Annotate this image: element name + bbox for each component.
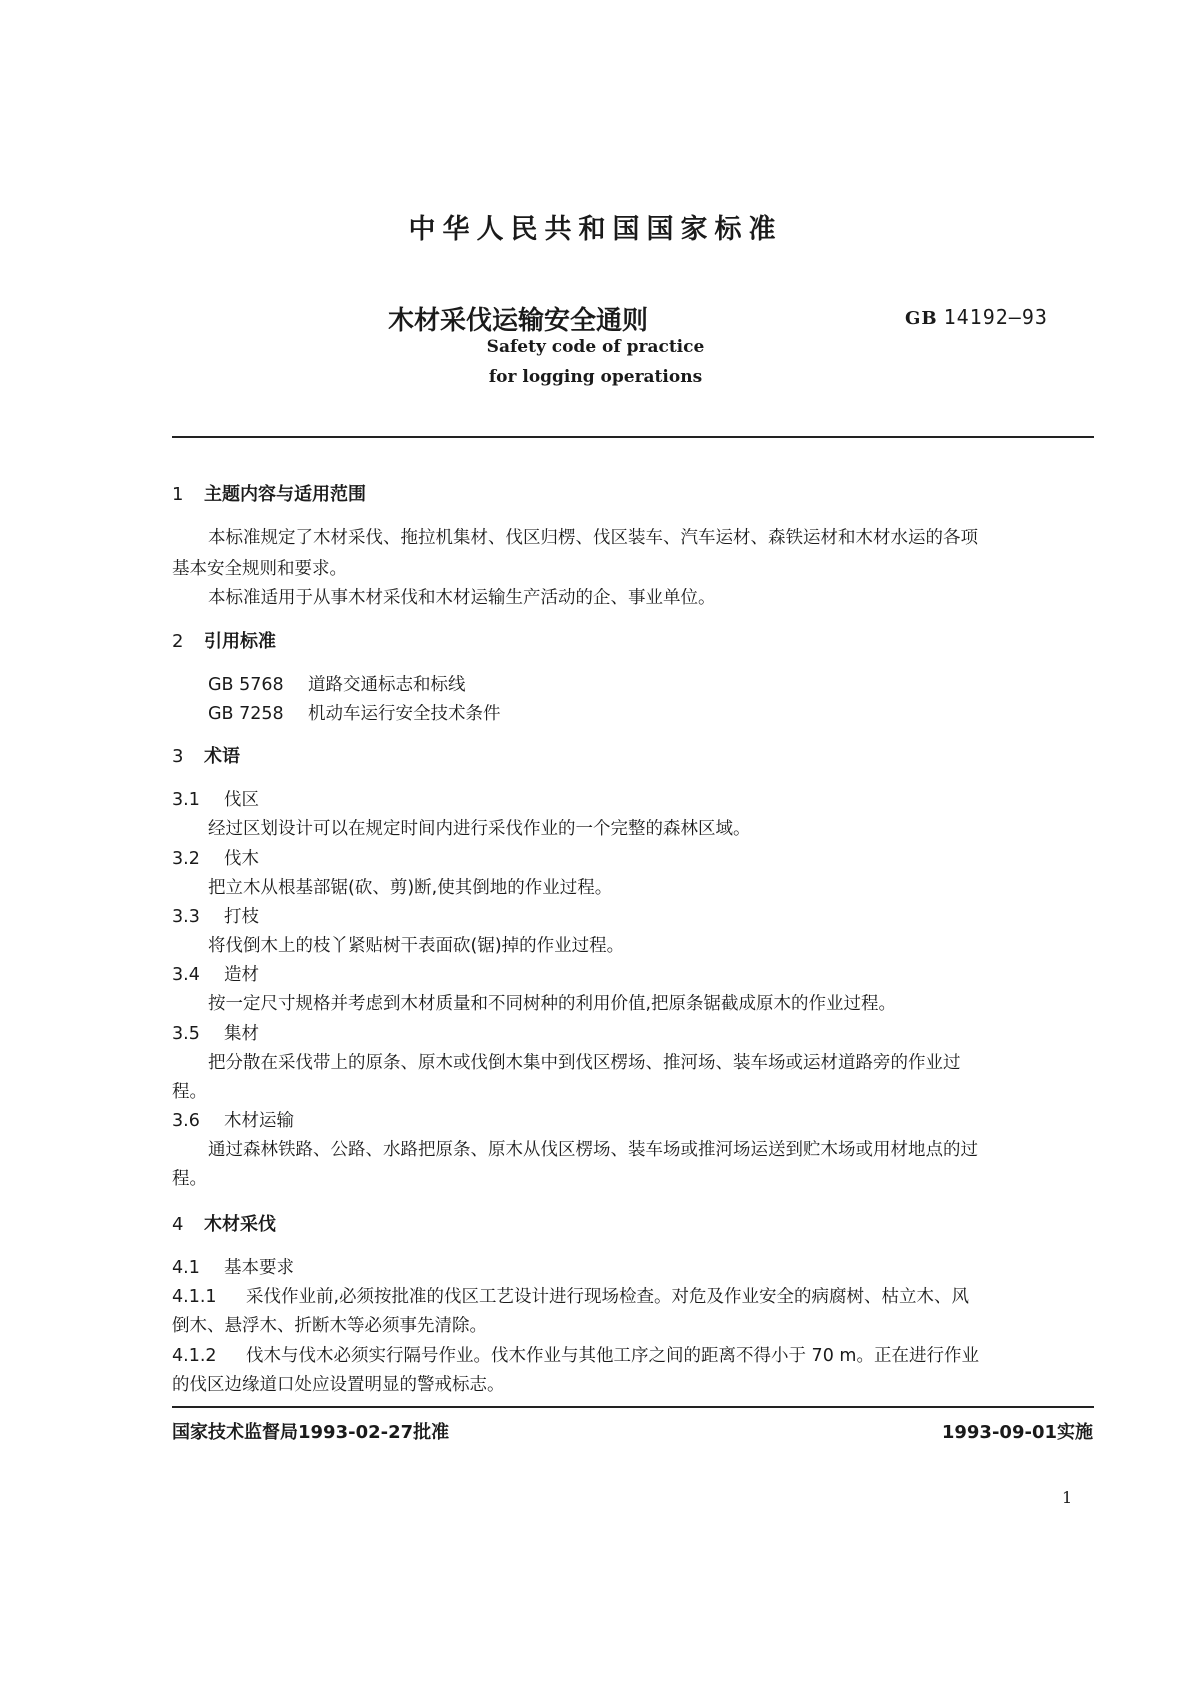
reference-item: GB 5768 道路交通标志和标线 bbox=[208, 675, 466, 695]
section-1-paragraph-1-line-1: 本标准规定了木材采伐、拖拉机集材、伐区归楞、伐区装车、汽车运材、森铁运材和木材水运的各项 bbox=[208, 528, 978, 548]
term-3-2-heading: 3.2 伐木 bbox=[172, 849, 259, 869]
standard-number bbox=[905, 305, 1048, 329]
term-3-3-heading: 3.3 打枝 bbox=[172, 907, 259, 927]
english-title-line-2: for logging operations bbox=[488, 367, 703, 387]
footer-rule bbox=[172, 1406, 1094, 1408]
page-number: 1 bbox=[1062, 1488, 1073, 1507]
section-2-heading: 2 引用标准 bbox=[172, 631, 276, 652]
subsection-4-1-heading: 4.1 基本要求 bbox=[172, 1258, 294, 1278]
clause-4-1-2-line-1: 4.1.2 伐木与伐木必须实行隔号作业。伐木作业与其他工序之间的距离不得小于 70 m。正在进行作业 bbox=[172, 1346, 979, 1366]
term-3-3-definition: 将伐倒木上的枝丫紧贴树干表面砍(锯)掉的作业过程。 bbox=[208, 936, 625, 956]
term-3-5-definition-line-1: 把分散在采伐带上的原条、原木或伐倒木集中到伐区楞场、推河场、装车场或运材道路旁的作业过 bbox=[208, 1053, 961, 1073]
national-standard-heading: 中华人民共和国国家标准 bbox=[408, 214, 783, 245]
section-4-heading: 4 木材采伐 bbox=[172, 1214, 276, 1235]
term-3-6-definition-line-1: 通过森林铁路、公路、水路把原条、原木从伐区楞场、装车场或推河场运送到贮木场或用材地点的过 bbox=[208, 1140, 978, 1160]
term-3-4-heading: 3.4 造材 bbox=[172, 965, 259, 985]
term-3-4-definition: 按一定尺寸规格并考虑到木材质量和不同树种的利用价值,把原条锯截成原木的作业过程。 bbox=[208, 994, 897, 1014]
term-3-1-heading: 3.1 伐区 bbox=[172, 790, 259, 810]
section-3-heading: 3 术语 bbox=[172, 746, 240, 767]
approval-date: 国家技术监督局1993-02-27批准 bbox=[172, 1422, 450, 1443]
clause-4-1-2-line-2: 的伐区边缘道口处应设置明显的警戒标志。 bbox=[172, 1375, 505, 1395]
clause-4-1-1-line-1: 4.1.1 采伐作业前,必须按批准的伐区工艺设计进行现场检查。对危及作业安全的病腐树、枯立木、风 bbox=[172, 1287, 970, 1307]
document-title: 木材采伐运输安全通则 bbox=[388, 306, 649, 336]
section-1-paragraph-1-line-2: 基本安全规则和要求。 bbox=[172, 559, 347, 579]
english-title-line-1: Safety code of practice bbox=[486, 337, 705, 357]
term-3-5-definition-line-2: 程。 bbox=[172, 1082, 207, 1102]
term-3-1-definition: 经过区划设计可以在规定时间内进行采伐作业的一个完整的森林区域。 bbox=[208, 819, 751, 839]
standard-code: 14192—93 bbox=[943, 305, 1048, 329]
header-rule bbox=[172, 436, 1094, 438]
clause-4-1-1-line-2: 倒木、悬浮木、折断木等必须事先清除。 bbox=[172, 1316, 487, 1336]
section-1-paragraph-2: 本标准适用于从事木材采伐和木材运输生产活动的企、事业单位。 bbox=[208, 588, 716, 608]
section-1-heading: 1 主题内容与适用范围 bbox=[172, 484, 366, 505]
term-3-5-heading: 3.5 集材 bbox=[172, 1024, 259, 1044]
term-3-2-definition: 把立木从根基部锯(砍、剪)断,使其倒地的作业过程。 bbox=[208, 878, 613, 898]
reference-item: GB 7258 机动车运行安全技术条件 bbox=[208, 704, 501, 724]
term-3-6-heading: 3.6 木材运输 bbox=[172, 1111, 294, 1131]
implementation-date: 1993-09-01实施 bbox=[941, 1422, 1093, 1443]
term-3-6-definition-line-2: 程。 bbox=[172, 1169, 207, 1189]
standard-prefix: GB bbox=[905, 308, 938, 329]
